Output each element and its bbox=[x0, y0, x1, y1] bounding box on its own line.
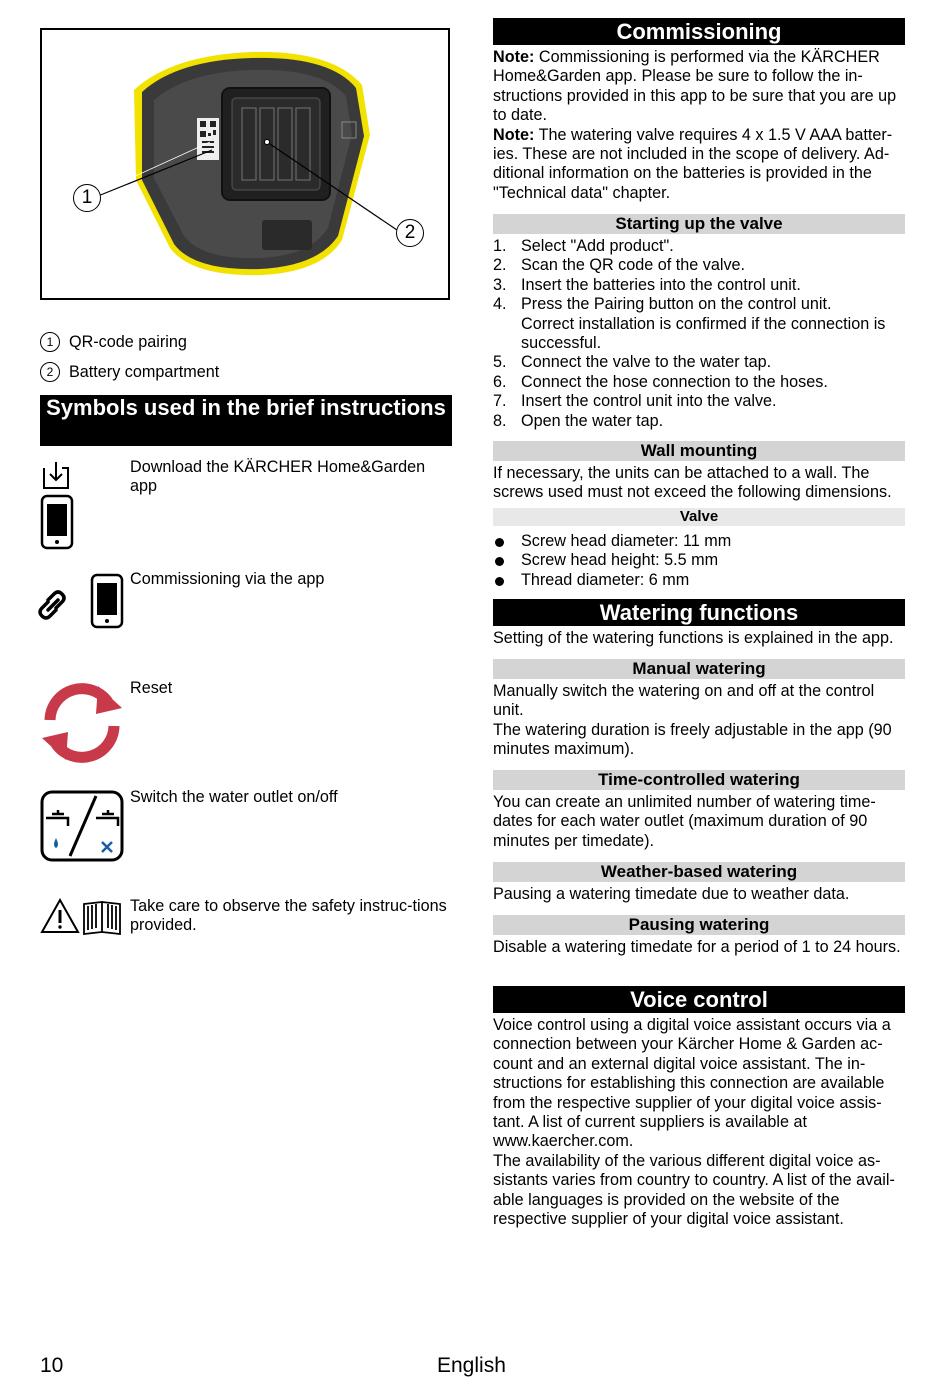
legend-label: QR-code pairing bbox=[69, 332, 187, 351]
symbol-download-text: Download the KÄRCHER Home&Garden app bbox=[130, 458, 426, 496]
list-item: 1. Select "Add product". bbox=[493, 237, 674, 255]
list-item: 5. Connect the valve to the water tap. bbox=[493, 353, 772, 372]
wall-heading: Wall mounting bbox=[493, 441, 905, 461]
download-app-icon bbox=[40, 460, 76, 557]
valve-subheading: Valve bbox=[493, 508, 905, 526]
legend-number: 2 bbox=[40, 362, 60, 382]
note-1-text: Commissioning is performed via the KÄRCHER Home&Garden app. Please be sure to follow the in-structions provided in this app to be sure that you are up to date. bbox=[493, 48, 897, 125]
time-text: You can create an unlimited number of watering time-dates for each water outlet (maximum duration of 90 minutes per timedate). bbox=[493, 793, 876, 850]
starting-heading: Starting up the valve bbox=[493, 214, 905, 234]
manual-p1: Manually switch the watering on and off at the control unit. bbox=[493, 682, 875, 720]
commissioning-notes bbox=[493, 48, 905, 203]
symbol-commissioning-text: Commissioning via the app bbox=[130, 570, 325, 588]
pause-text: Disable a watering timedate for a period of 1 to 24 hours. bbox=[493, 938, 901, 956]
list-item: 7. Insert the control unit into the valve. bbox=[493, 392, 777, 411]
legend-number: 1 bbox=[40, 332, 60, 352]
product-figure bbox=[40, 28, 450, 300]
legend-item-battery bbox=[40, 360, 219, 384]
callout-2: 2 bbox=[396, 219, 424, 247]
manual-p2: The watering duration is freely adjustable in the app (90 minutes maximum). bbox=[493, 720, 892, 759]
commissioning-heading: Commissioning bbox=[493, 18, 905, 45]
valve-illustration bbox=[42, 30, 448, 298]
symbols-heading: Symbols used in the brief instructions bbox=[40, 395, 452, 446]
note-label: Note: bbox=[493, 48, 535, 66]
page-number: 10 bbox=[40, 1354, 64, 1377]
reset-icon bbox=[40, 680, 124, 771]
watering-intro: Setting of the watering functions is explained in the app. bbox=[493, 629, 894, 647]
voice-text bbox=[493, 1016, 905, 1229]
legend-item-qr bbox=[40, 330, 187, 354]
list-item: Thread diameter: 6 mm bbox=[493, 571, 905, 590]
pause-heading: Pausing watering bbox=[493, 915, 905, 935]
starting-steps bbox=[493, 237, 905, 431]
manual-heading: Manual watering bbox=[493, 659, 905, 679]
symbol-water-text: Switch the water outlet on/off bbox=[130, 788, 338, 806]
manual-text bbox=[493, 682, 905, 760]
symbol-safety-text: Take care to observe the safety instruc-tions provided. bbox=[130, 897, 447, 935]
list-item: 6. Connect the hose connection to the hoses. bbox=[493, 372, 828, 391]
note-2-text: The watering valve requires 4 x 1.5 V AAA batter-ies. These are not included in the scope of delivery. Ad-ditional information on the batteries is provided in the "Technical data" chapter. bbox=[493, 125, 893, 202]
note-2 bbox=[493, 126, 905, 204]
footer-language: English bbox=[437, 1354, 506, 1377]
callout-1: 1 bbox=[73, 184, 101, 212]
water-outlet-icon bbox=[40, 790, 124, 869]
list-item: Screw head height: 5.5 mm bbox=[493, 551, 905, 570]
note-1 bbox=[493, 48, 905, 126]
voice-heading: Voice control bbox=[493, 986, 905, 1013]
list-item: 4. Press the Pairing button on the control unit. Correct installation is confirmed if the connection is successful. bbox=[493, 295, 886, 353]
time-heading: Time-controlled watering bbox=[493, 770, 905, 790]
weather-text: Pausing a watering timedate due to weather data. bbox=[493, 885, 850, 903]
warning-manual-icon bbox=[40, 898, 126, 941]
list-item: 3. Insert the batteries into the control unit. bbox=[493, 275, 801, 294]
link-phone-icon bbox=[38, 572, 128, 637]
wall-text: If necessary, the units can be attached to a wall. The screws used must not exceed the following dimensions. bbox=[493, 464, 892, 502]
weather-heading: Weather-based watering bbox=[493, 862, 905, 882]
list-item: Screw head diameter: 11 mm bbox=[493, 532, 905, 551]
symbol-reset-text: Reset bbox=[130, 679, 173, 697]
valve-dimensions-list bbox=[493, 532, 905, 590]
note-label: Note: bbox=[493, 125, 535, 144]
legend-label: Battery compartment bbox=[69, 362, 220, 381]
voice-p1: Voice control using a digital voice assistant occurs via a connection between your Kärcher Home & Garden ac-count and an external digital voice assistant. The in-structions for establishing this connection are available from the respective supplier of your digital voice assis-tant. A list of current suppliers is available at www.kaercher.com. bbox=[493, 1016, 891, 1151]
list-item: 2. Scan the QR code of the valve. bbox=[493, 256, 746, 275]
watering-heading: Watering functions bbox=[493, 599, 905, 626]
list-item: 8. Open the water tap. bbox=[493, 411, 664, 430]
voice-p2: The availability of the various different digital voice as-sistants varies from country to country. A list of the avail-able languages is provided on the website of the respective supplier of your digital voice assistant. bbox=[493, 1151, 895, 1229]
